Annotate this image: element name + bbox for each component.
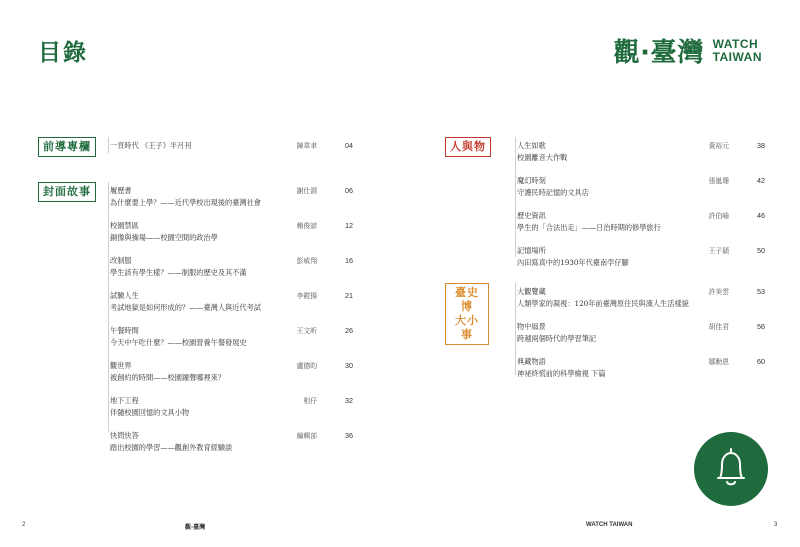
entry-page: 36 (345, 431, 353, 440)
toc-entry[interactable] (110, 220, 353, 244)
entry-author: 相仔 (303, 397, 317, 405)
entry-subtitle: 伴隨校園回憶的文具小物 (110, 408, 190, 417)
toc-entry[interactable] (110, 430, 353, 454)
entry-page: 46 (757, 211, 765, 220)
entry-author: 謝仕淵 (296, 187, 317, 195)
entry-subtitle: 人類學家的凝視：120年前臺灣原住民與漢人生活樣貌 (517, 299, 689, 308)
entry-list (517, 137, 765, 269)
entry-subtitle: 銅像與操場——校園空間的政治學 (110, 233, 218, 242)
entry-subtitle: 內田寫真中的1930年代臺南孛仔腳 (517, 258, 629, 267)
section-museum-news (445, 283, 765, 380)
entry-title: 記憶場所 (517, 246, 546, 255)
divider-line (108, 182, 109, 432)
entry-title: 午餐時間 (110, 326, 139, 335)
toc-entry[interactable] (110, 137, 353, 152)
divider-line (108, 137, 109, 153)
entry-page: 53 (757, 287, 765, 296)
entry-author: 陳韋聿 (296, 142, 317, 150)
logo-chinese: 觀‧臺灣 (613, 38, 705, 68)
toc-entry[interactable] (110, 360, 353, 384)
toc-entry[interactable] (110, 290, 353, 314)
section-tag-line1: 臺史博 (455, 286, 479, 313)
entry-subtitle: 跨越兩個時代的學習筆記 (517, 334, 597, 343)
section-tag-line2: 大小事 (455, 314, 479, 341)
section-lead-column (38, 137, 353, 167)
entry-page: 30 (345, 361, 353, 370)
toc-entry[interactable] (110, 255, 353, 279)
entry-subtitle: 校園離音大作戰 (517, 153, 568, 162)
entry-title: 校園禁區 (110, 221, 139, 230)
entry-author: 彭威翔 (296, 257, 317, 265)
toc-entry[interactable] (110, 395, 353, 419)
entry-subtitle: 考試地獄是如何形成的？——臺灣人與近代考試 (110, 303, 261, 312)
entry-page: 16 (345, 256, 353, 265)
entry-title: 物中風景 (517, 322, 546, 331)
entry-title: 改制服 (110, 256, 132, 265)
entry-title: 一頁時代 《王子》半月刊 (110, 141, 192, 150)
entry-author: 王文昕 (296, 327, 317, 335)
entry-title: 人生如歌 (517, 141, 546, 150)
toc-entry[interactable] (517, 286, 765, 310)
entry-title: 魔幻時刻 (517, 176, 546, 185)
divider-line (515, 283, 516, 375)
entry-title: 快問快答 (110, 431, 139, 440)
entry-author: 許伯喻 (708, 212, 729, 220)
entry-page: 21 (345, 291, 353, 300)
section-tag: 封面故事 (38, 182, 96, 202)
entry-author: 賴俊諺 (296, 222, 317, 230)
footer-right-page-number: 3 (774, 522, 778, 528)
entry-subtitle: 學生該有學生樣？——制服的歷史及其不滿 (110, 268, 247, 277)
entry-author: 李鎧揚 (296, 292, 317, 300)
bell-icon (694, 432, 768, 506)
toc-right-column (445, 137, 765, 391)
section-people-objects (445, 137, 765, 269)
entry-author: 盧德昀 (296, 362, 317, 370)
entry-title: 履歷書 (110, 186, 132, 195)
entry-author: 黃裕元 (708, 142, 729, 150)
entry-list (110, 182, 353, 454)
entry-page: 26 (345, 326, 353, 335)
entry-title: 觀世界 (110, 361, 132, 370)
entry-subtitle: 為什麼要上學？——近代學校出現後的臺灣社會 (110, 198, 261, 207)
entry-title: 地下工程 (110, 396, 139, 405)
entry-page: 06 (345, 186, 353, 195)
brand-logo (614, 32, 763, 69)
entry-page: 56 (757, 322, 765, 331)
entry-author: 編輯部 (296, 432, 317, 440)
section-tag (445, 283, 489, 345)
section-tag: 人與物 (445, 137, 491, 157)
entry-subtitle: 被創約的時間——校園鐘聲哪裡來？ (110, 373, 226, 382)
entry-subtitle: 守護民時記憶的文具店 (517, 188, 589, 197)
footer-right-logo: WATCH TAIWAN (586, 522, 633, 528)
entry-author: 許美雲 (708, 288, 729, 296)
entry-list (517, 283, 765, 380)
entry-page: 04 (345, 141, 353, 150)
logo-en-line2: TAIWAN (712, 49, 762, 64)
toc-entry[interactable] (517, 321, 765, 345)
toc-entry[interactable] (517, 356, 765, 380)
toc-entry[interactable] (517, 210, 765, 234)
entry-subtitle: 踏出校園的學習——觀創外教育經驗談 (110, 443, 233, 452)
entry-author: 張嵐珊 (708, 177, 729, 185)
entry-title: 大觀覽藏 (517, 287, 546, 296)
entry-page: 60 (757, 357, 765, 366)
toc-entry[interactable] (110, 185, 353, 209)
footer-left-logo: 觀‧臺灣 (185, 524, 206, 531)
toc-entry[interactable] (517, 245, 765, 269)
entry-page: 32 (345, 396, 353, 405)
logo-english (713, 38, 762, 64)
divider-line (515, 137, 516, 257)
toc-entry[interactable] (110, 325, 353, 349)
entry-title: 試驗人生 (110, 291, 139, 300)
toc-entry[interactable] (517, 175, 765, 199)
entry-subtitle: 學生的「合法出走」——日治時期的修學旅行 (517, 223, 661, 232)
toc-entry[interactable] (517, 140, 765, 164)
page-title: 目錄 (38, 40, 88, 66)
entry-title: 歷史資訊 (517, 211, 546, 220)
entry-author: 王子穎 (708, 247, 729, 255)
entry-list (110, 137, 353, 152)
entry-page: 42 (757, 176, 765, 185)
section-tag: 前導專欄 (38, 137, 96, 157)
logo-en-line1: WATCH (712, 36, 759, 51)
section-cover-story (38, 182, 353, 454)
toc-left-column (38, 137, 353, 465)
entry-title: 典藏物語 (517, 357, 546, 366)
entry-subtitle: 神祕終慌前的科學檢視 下篇 (517, 369, 606, 378)
entry-author: 胡佳君 (708, 323, 729, 331)
entry-page: 50 (757, 246, 765, 255)
entry-page: 38 (757, 141, 765, 150)
entry-author: 鄒勳恩 (708, 358, 729, 366)
entry-subtitle: 今天中午吃什麼？——校園營養午餐發展史 (110, 338, 247, 347)
entry-page: 12 (345, 221, 353, 230)
footer-left-page-number: 2 (22, 522, 26, 528)
